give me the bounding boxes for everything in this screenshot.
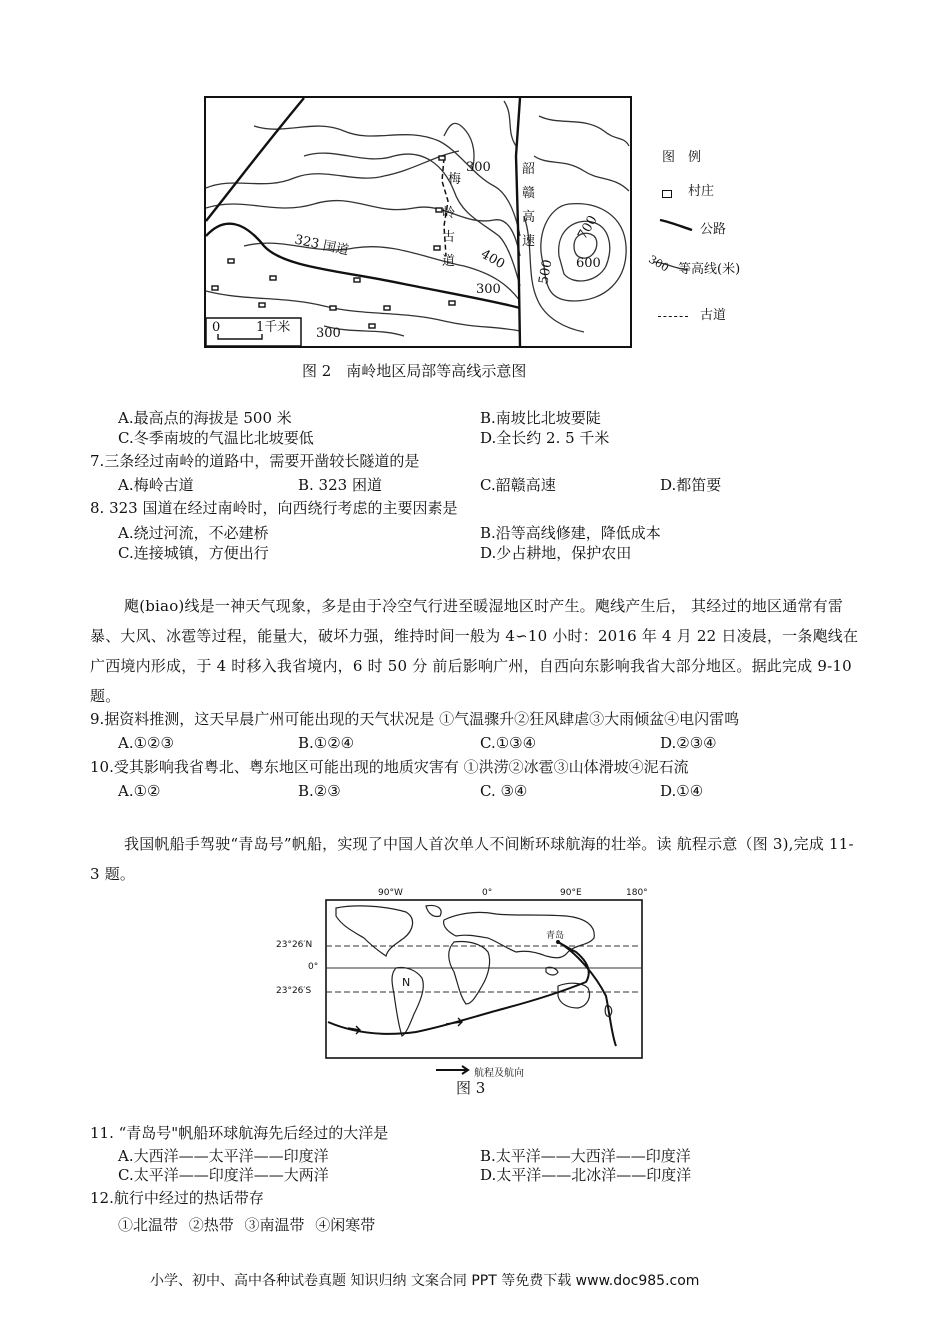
qingdao-label: 青岛 <box>546 931 565 941</box>
lon-label: 90°W <box>378 888 403 898</box>
q9-option-d: D.②③④ <box>660 734 717 752</box>
figure3-map <box>276 886 656 1079</box>
q8-option-c: C.连接城镇，方便出行 <box>118 544 269 562</box>
figure2-map <box>204 96 632 348</box>
ancient-road-legend-icon <box>658 316 688 317</box>
ancient-road-char-1: 梅 <box>448 172 462 187</box>
contour-label: 700 <box>575 213 601 243</box>
q12-options: ①北温带 ②热带 ③南温带 ④闲寒带 <box>118 1216 376 1234</box>
q7-option-a: A.梅岭古道 <box>118 476 194 494</box>
scale-unit-label: 1千米 <box>256 320 291 335</box>
q10-option-d: D.①④ <box>660 782 704 800</box>
q9-option-b: B.①②④ <box>298 734 355 752</box>
q9-option-c: C.①③④ <box>480 734 537 752</box>
q11-option-d: D.太平洋——北冰洋——印度洋 <box>480 1166 692 1184</box>
ancient-road-char-2: 岭 <box>442 206 456 221</box>
contour-map-svg <box>204 96 632 348</box>
contour-label: 300 <box>466 160 491 175</box>
q8-option-a: A.绕过河流，不必建桥 <box>118 524 269 542</box>
q9-stem: 9.据资料推测，这天早晨广州可能出现的天气状况是 ①气温骤升②狂风肆虐③大雨倾盆④电闪雷鸣 <box>90 710 740 728</box>
q6-option-d: D.全长约 2. 5 千米 <box>480 429 610 447</box>
route-legend-label: 航程及航向 <box>474 1068 524 1079</box>
figure3-caption: 图 3 <box>456 1079 486 1097</box>
village-legend-icon <box>662 190 672 198</box>
road-323-label: 323 国道 <box>293 232 351 259</box>
contour-label: 400 <box>478 246 508 273</box>
figure2-legend <box>648 150 768 330</box>
contour-label: 300 <box>476 282 501 297</box>
contour-label: 300 <box>316 326 341 341</box>
q9-option-a: A.①②③ <box>118 734 174 752</box>
q11-option-c: C.太平洋——印度洋——大两洋 <box>118 1166 329 1184</box>
lon-label: 180° <box>626 888 648 898</box>
scale-zero-label: 0 <box>212 320 221 335</box>
q11-option-a: A.大西洋——太平洋——印度洋 <box>118 1147 329 1165</box>
q6-option-c: C.冬季南坡的气温比北坡要低 <box>118 429 314 447</box>
lon-label: 0° <box>482 888 493 898</box>
legend-contour-label: 等高线(米) <box>678 262 741 277</box>
expressway-char-4: 速 <box>522 234 536 249</box>
q6-option-b: B.南坡比北坡要陡 <box>480 409 601 427</box>
q7-option-c: C.韶赣高速 <box>480 476 556 494</box>
passage-sailing: 我国帆船手驾驶“青岛号”帆船，实现了中国人首次单人不间断环球航海的壮举。读 航程示意（图 3),完成 11-3 题。 <box>90 835 854 883</box>
q7-stem: 7.三条经过南岭的道路中，需要开凿较长隧道的是 <box>90 452 420 470</box>
figure2-caption: 图 2 南岭地区局部等高线示意图 <box>302 362 527 380</box>
lat-label: 0° <box>308 962 319 972</box>
q10-option-b: B.②③ <box>298 782 341 800</box>
contour-label: 600 <box>576 256 601 271</box>
expressway-char-2: 赣 <box>522 186 536 201</box>
q6-option-a: A.最高点的海拔是 500 米 <box>118 409 292 427</box>
q8-stem: 8. 323 国道在经过南岭时，向西绕行考虑的主要因素是 <box>90 499 458 517</box>
expressway-char-1: 韶 <box>522 162 536 177</box>
legend-road-label: 公路 <box>700 222 727 237</box>
n-label: N <box>402 976 411 989</box>
page-footer: 小学、初中、高中各种试卷真题 知识归纳 文案合同 PPT 等免费下载 www.doc985.com <box>150 1273 700 1289</box>
passage-squall-line: 飑(biao)线是一神天气现象，多是由于冷空气行进至暖湿地区时产生。飑线产生后， 其经过的地区通常有雷暴、大风、冰雹等过程，能量大，破坏力强，维持时间一般为 4∽10 小时：2016 年 4 月 22 日凌晨，一条飑线在广西境内形成，于 4 时移入我省境内，6 时 50 分 前后影响广州，自西向东影响我省大部分地区。据此完成 9-10 题。 <box>90 597 859 705</box>
q8-option-d: D.少占耕地，保护农田 <box>480 544 632 562</box>
expressway-char-3: 高 <box>522 210 536 225</box>
lon-label: 90°E <box>560 888 582 898</box>
route-legend-icon <box>436 1066 468 1074</box>
q11-option-b: B.太平洋——大西洋——印度洋 <box>480 1147 691 1165</box>
ancient-road-char-3: 古 <box>442 230 456 245</box>
q8-option-b: B.沿等高线修建，降低成本 <box>480 524 661 542</box>
contour-label: 500 <box>536 258 556 286</box>
world-map-svg <box>276 886 656 1076</box>
q10-stem: 10.受其影响我省粤北、粤东地区可能出现的地质灾害有 ①洪涝②冰雹③山体滑坡④泥石流 <box>90 758 689 776</box>
q7-option-d: D.都笛要 <box>660 476 722 494</box>
road-legend-icon <box>658 216 694 232</box>
lat-label: 23°26′N <box>276 940 313 950</box>
q10-option-c: C. ③④ <box>480 782 528 800</box>
q12-stem: 12.航行中经过的热话带存 <box>90 1189 264 1207</box>
ancient-road-char-4: 道 <box>442 254 456 269</box>
legend-title: 图 例 <box>662 150 702 165</box>
lat-label: 23°26′S <box>276 986 312 996</box>
legend-ancient-label: 古道 <box>700 308 727 323</box>
q11-stem: 11. “青岛号"帆船环球航海先后经过的大洋是 <box>90 1124 389 1142</box>
q7-option-b: B. 323 困道 <box>298 476 382 494</box>
legend-village-label: 村庄 <box>688 184 715 199</box>
legend-contour-sample: 300 <box>646 252 672 275</box>
q10-option-a: A.①② <box>118 782 161 800</box>
